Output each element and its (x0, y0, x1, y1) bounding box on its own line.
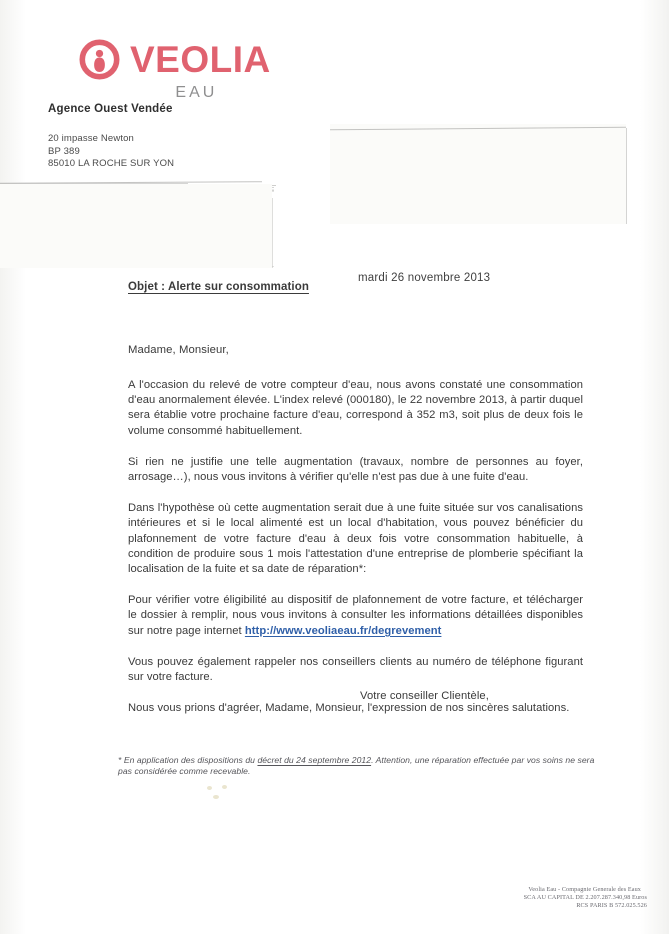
legal-line-company: Veolia Eau - Compagnie Generale des Eaux (528, 886, 641, 893)
footnote-after: . Attention, une réparation effectuée par vos soins ne sera pas considérée comme recevable. (118, 755, 595, 776)
scan-paper-edge-upper (186, 189, 274, 190)
address-line: 85010 LA ROCHE SUR YON (48, 158, 175, 169)
sender-address (48, 133, 174, 171)
body-paragraph-4 (128, 593, 583, 639)
scan-paper-edge-left (0, 181, 262, 184)
scan-paper-edge-sloped (0, 183, 188, 184)
letter-body (128, 344, 583, 732)
legal-footer (524, 886, 647, 910)
scan-speck (207, 786, 212, 790)
subject-line: Objet : Alerte sur consommation (128, 281, 309, 293)
scan-shadow-patch-left (0, 184, 272, 268)
signoff: Votre conseiller Clientèle, (360, 690, 489, 702)
salutation: Madame, Monsieur, (128, 344, 229, 356)
footnote-before: * En application des dispositions du (118, 755, 258, 765)
scan-fold-edge-vertical (272, 198, 273, 268)
footnote-decret-reference: décret du 24 septembre 2012 (257, 755, 372, 765)
address-line: BP 389 (48, 145, 80, 157)
scan-paper-edge-right-of-step (270, 191, 274, 192)
body-paragraph-6: Nous vous prions d'agréer, Madame, Monsieur, l'expression de nos sincères salutations. (128, 702, 570, 715)
scan-speck (213, 795, 219, 799)
scan-paper-edge-right-vertical (626, 128, 627, 224)
scan-shadow-patch-top-right (330, 124, 626, 224)
legal-line-rcs: RCS PARIS B 572.025.526 (576, 902, 647, 909)
footnote (118, 755, 602, 777)
scan-paper-edge-segment (186, 185, 276, 186)
logo-wordmark: VEOLIA (130, 39, 271, 80)
scan-fold-edge-lower (186, 199, 272, 200)
scan-paper-edge-center (186, 188, 272, 189)
scan-paper-edge-upper-mid (186, 186, 262, 187)
scan-paper-edge-long (186, 190, 274, 191)
body-paragraph-5: Vous pouvez également rappeler nos conseillers clients au numéro de téléphone figurant sur votre facture. (128, 655, 583, 684)
scan-speck (222, 785, 227, 789)
body-paragraph-3: Dans l'hypothèse où cette augmentation serait due à une fuite située sur vos canalisations intérieures et si le local alimenté est un local d'habitation, vous pouvez bénéficier du plafonnement de votre facture d'eau à deux fois votre consommation habituelle, à condition de produire sous 1 mois l'attestation d'une entreprise de plomberie spécifiant la localisation de la fuite et sa date de réparation*: (128, 502, 583, 576)
address-line: 20 impasse Newton (48, 133, 134, 144)
logo-row (78, 38, 271, 81)
scan-paper-edge-center-right (258, 186, 270, 187)
body-paragraph-2: Si rien ne justifie une telle augmentation (travaux, nombre de personnes au foyer, arrosage…), nous vous invitons à vérifier qu'elle n'est pas due à une fuite d'eau. (128, 455, 583, 484)
veolia-logo (78, 38, 271, 102)
logo-subtitle: EAU (175, 84, 218, 101)
body-paragraph-1: A l'occasion du relevé de votre compteur d'eau, nous avons constaté une consommation d'eau anormalement élevée. L'index relevé (000180), le 22 novembre 2013, à partir duquel sera établie votre prochaine facture d'eau, correspond à 352 m3, soit plus de deux fois le volume consommé habituellement. (128, 379, 583, 437)
paragraph-4-text: Pour vérifier votre éligibilité au dispositif de plafonnement de votre facture, et télécharger le dossier à remplir, nous vous invitons à consulter les informations détaillées disponibles sur notre page internet (128, 594, 583, 637)
scan-paper-edge-main (186, 187, 274, 188)
letter-date: mardi 26 novembre 2013 (358, 272, 491, 284)
degrevement-link[interactable]: http://www.veoliaeau.fr/degrevement (244, 624, 442, 637)
legal-line-capital: SCA AU CAPITAL DE 2.207.287.340,98 Euros (523, 894, 647, 901)
veolia-circle-figure-icon (78, 38, 121, 81)
scan-paper-edge-step (264, 190, 274, 191)
agency-name: Agence Ouest Vendée (48, 103, 173, 115)
scan-paper-edge-top-right (330, 127, 626, 131)
scan-fold-edge-bottom (186, 266, 274, 267)
